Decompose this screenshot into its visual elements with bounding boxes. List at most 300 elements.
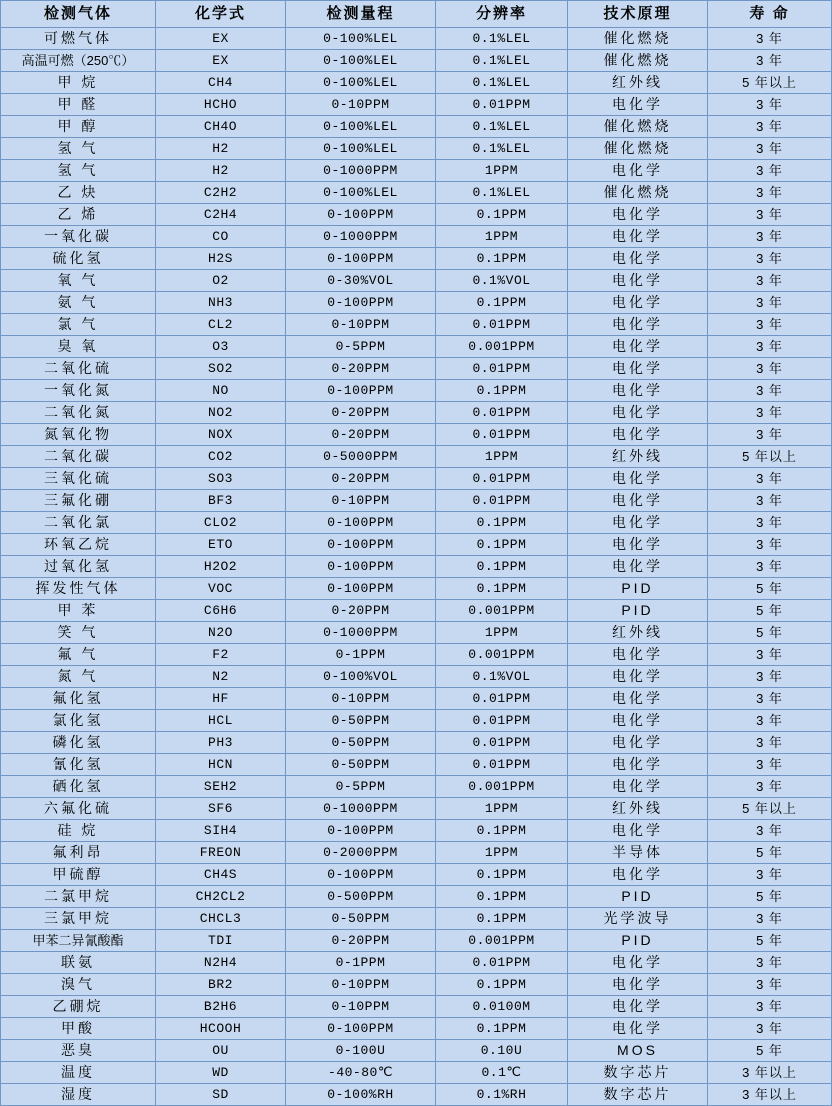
cell-chemical-formula: HCOOH [156, 1018, 286, 1040]
cell-lifetime: 3 年 [708, 160, 832, 182]
cell-lifetime: 3 年 [708, 116, 832, 138]
cell-detection-range: 0-50PPM [286, 710, 436, 732]
cell-detection-range: 0-100%LEL [286, 28, 436, 50]
cell-gas-name: 笑 气 [1, 622, 156, 644]
table-row [1, 1040, 832, 1062]
cell-chemical-formula: H2O2 [156, 556, 286, 578]
cell-technical-principle: 催化燃烧 [568, 182, 708, 204]
cell-technical-principle: 电化学 [568, 292, 708, 314]
cell-resolution: 0.01PPM [436, 468, 568, 490]
cell-lifetime: 5 年 [708, 1040, 832, 1062]
cell-technical-principle: 催化燃烧 [568, 28, 708, 50]
cell-resolution: 0.1PPM [436, 556, 568, 578]
cell-resolution: 0.1%RH [436, 1084, 568, 1106]
cell-lifetime: 3 年 [708, 468, 832, 490]
table-row [1, 776, 832, 798]
cell-lifetime: 3 年 [708, 996, 832, 1018]
cell-lifetime: 3 年 [708, 138, 832, 160]
cell-detection-range: 0-20PPM [286, 930, 436, 952]
cell-chemical-formula: C6H6 [156, 600, 286, 622]
cell-resolution: 0.1PPM [436, 974, 568, 996]
cell-resolution: 0.1PPM [436, 292, 568, 314]
cell-technical-principle: 数字芯片 [568, 1084, 708, 1106]
cell-detection-range: 0-10PPM [286, 996, 436, 1018]
cell-technical-principle: 电化学 [568, 666, 708, 688]
column-header-resolution: 分辨率 [436, 1, 568, 28]
cell-detection-range: 0-100U [286, 1040, 436, 1062]
table-row [1, 732, 832, 754]
cell-resolution: 0.0100M [436, 996, 568, 1018]
cell-resolution: 0.01PPM [436, 754, 568, 776]
table-row [1, 622, 832, 644]
cell-detection-range: 0-1000PPM [286, 226, 436, 248]
cell-lifetime: 3 年 [708, 490, 832, 512]
cell-technical-principle: 数字芯片 [568, 1062, 708, 1084]
cell-gas-name: 硒化氢 [1, 776, 156, 798]
table-row [1, 930, 832, 952]
cell-detection-range: 0-100%LEL [286, 182, 436, 204]
cell-chemical-formula: NO2 [156, 402, 286, 424]
cell-lifetime: 3 年 [708, 556, 832, 578]
cell-gas-name: 氟 气 [1, 644, 156, 666]
cell-gas-name: 磷化氢 [1, 732, 156, 754]
cell-resolution: 0.1PPM [436, 534, 568, 556]
cell-detection-range: 0-10PPM [286, 688, 436, 710]
table-row [1, 1062, 832, 1084]
table-row [1, 688, 832, 710]
cell-technical-principle: 电化学 [568, 204, 708, 226]
cell-resolution: 1PPM [436, 622, 568, 644]
cell-technical-principle: 电化学 [568, 94, 708, 116]
cell-technical-principle: 电化学 [568, 424, 708, 446]
cell-detection-range: 0-5PPM [286, 776, 436, 798]
cell-lifetime: 3 年 [708, 732, 832, 754]
table-row [1, 446, 832, 468]
cell-technical-principle: 电化学 [568, 314, 708, 336]
cell-detection-range: 0-50PPM [286, 754, 436, 776]
cell-technical-principle: 电化学 [568, 754, 708, 776]
cell-gas-name: 氮氧化物 [1, 424, 156, 446]
cell-gas-name: 溴气 [1, 974, 156, 996]
cell-resolution: 0.01PPM [436, 490, 568, 512]
table-header-row [1, 1, 832, 28]
cell-resolution: 0.1PPM [436, 886, 568, 908]
cell-technical-principle: 电化学 [568, 1018, 708, 1040]
table-header [1, 1, 832, 28]
cell-lifetime: 5 年 [708, 578, 832, 600]
cell-gas-name: 甲苯二异氰酸酯 [1, 930, 156, 952]
cell-gas-name: 二氧化氮 [1, 402, 156, 424]
cell-lifetime: 3 年 [708, 534, 832, 556]
cell-lifetime: 5 年 [708, 886, 832, 908]
cell-detection-range: 0-10PPM [286, 490, 436, 512]
cell-detection-range: 0-1000PPM [286, 622, 436, 644]
column-header-principle: 技术原理 [568, 1, 708, 28]
cell-resolution: 0.01PPM [436, 710, 568, 732]
cell-technical-principle: 电化学 [568, 732, 708, 754]
cell-gas-name: 三氧化硫 [1, 468, 156, 490]
cell-technical-principle: 催化燃烧 [568, 116, 708, 138]
cell-resolution: 0.1%VOL [436, 270, 568, 292]
table-row [1, 182, 832, 204]
cell-chemical-formula: CHCL3 [156, 908, 286, 930]
cell-resolution: 0.01PPM [436, 732, 568, 754]
table-row [1, 314, 832, 336]
table-row [1, 116, 832, 138]
cell-resolution: 0.01PPM [436, 402, 568, 424]
cell-gas-name: 乙 烯 [1, 204, 156, 226]
cell-technical-principle: 电化学 [568, 336, 708, 358]
cell-lifetime: 3 年 [708, 644, 832, 666]
table-row [1, 380, 832, 402]
cell-detection-range: 0-50PPM [286, 732, 436, 754]
cell-detection-range: 0-1PPM [286, 952, 436, 974]
table-row [1, 578, 832, 600]
cell-gas-name: 二氧化碳 [1, 446, 156, 468]
cell-gas-name: 二氯甲烷 [1, 886, 156, 908]
cell-technical-principle: 电化学 [568, 402, 708, 424]
table-row [1, 72, 832, 94]
cell-lifetime: 3 年 [708, 336, 832, 358]
table-row [1, 644, 832, 666]
cell-chemical-formula: F2 [156, 644, 286, 666]
cell-gas-name: 恶臭 [1, 1040, 156, 1062]
cell-technical-principle: 红外线 [568, 72, 708, 94]
cell-gas-name: 三氯甲烷 [1, 908, 156, 930]
cell-detection-range: 0-20PPM [286, 358, 436, 380]
cell-technical-principle: 电化学 [568, 996, 708, 1018]
cell-gas-name: 臭 氧 [1, 336, 156, 358]
cell-chemical-formula: H2 [156, 160, 286, 182]
cell-detection-range: 0-5PPM [286, 336, 436, 358]
cell-detection-range: 0-500PPM [286, 886, 436, 908]
table-body [1, 28, 832, 1106]
cell-resolution: 0.1PPM [436, 512, 568, 534]
cell-gas-name: 挥发性气体 [1, 578, 156, 600]
cell-resolution: 0.1%LEL [436, 50, 568, 72]
cell-lifetime: 3 年 [708, 710, 832, 732]
cell-technical-principle: 电化学 [568, 776, 708, 798]
cell-chemical-formula: CLO2 [156, 512, 286, 534]
cell-detection-range: 0-100PPM [286, 534, 436, 556]
cell-chemical-formula: CO2 [156, 446, 286, 468]
cell-chemical-formula: CH4O [156, 116, 286, 138]
cell-chemical-formula: H2 [156, 138, 286, 160]
cell-technical-principle: 电化学 [568, 974, 708, 996]
column-header-formula: 化学式 [156, 1, 286, 28]
cell-chemical-formula: TDI [156, 930, 286, 952]
table-row [1, 710, 832, 732]
cell-gas-name: 乙硼烷 [1, 996, 156, 1018]
cell-lifetime: 5 年 [708, 842, 832, 864]
cell-technical-principle: PID [568, 930, 708, 952]
cell-chemical-formula: H2S [156, 248, 286, 270]
cell-gas-name: 二氧化氯 [1, 512, 156, 534]
cell-chemical-formula: HCHO [156, 94, 286, 116]
cell-gas-name: 一氧化氮 [1, 380, 156, 402]
cell-gas-name: 氢 气 [1, 160, 156, 182]
cell-technical-principle: 催化燃烧 [568, 138, 708, 160]
table-row [1, 336, 832, 358]
table-row [1, 468, 832, 490]
cell-gas-name: 甲酸 [1, 1018, 156, 1040]
cell-resolution: 0.01PPM [436, 314, 568, 336]
cell-technical-principle: 电化学 [568, 534, 708, 556]
cell-resolution: 0.1%LEL [436, 116, 568, 138]
cell-technical-principle: 电化学 [568, 248, 708, 270]
cell-technical-principle: 电化学 [568, 270, 708, 292]
cell-resolution: 0.1℃ [436, 1062, 568, 1084]
cell-resolution: 0.1PPM [436, 248, 568, 270]
table-row [1, 358, 832, 380]
cell-lifetime: 3 年 [708, 688, 832, 710]
cell-resolution: 0.1PPM [436, 908, 568, 930]
cell-technical-principle: 电化学 [568, 710, 708, 732]
cell-gas-name: 三氟化硼 [1, 490, 156, 512]
cell-chemical-formula: SEH2 [156, 776, 286, 798]
cell-resolution: 0.1PPM [436, 204, 568, 226]
cell-detection-range: 0-100PPM [286, 204, 436, 226]
cell-lifetime: 3 年 [708, 226, 832, 248]
table-row [1, 292, 832, 314]
cell-detection-range: 0-50PPM [286, 908, 436, 930]
cell-gas-name: 氯 气 [1, 314, 156, 336]
cell-technical-principle: 电化学 [568, 864, 708, 886]
cell-lifetime: 3 年以上 [708, 1084, 832, 1106]
table-row [1, 534, 832, 556]
cell-resolution: 0.1PPM [436, 1018, 568, 1040]
table-row [1, 1084, 832, 1106]
cell-gas-name: 氟化氢 [1, 688, 156, 710]
cell-lifetime: 3 年 [708, 94, 832, 116]
cell-lifetime: 3 年 [708, 270, 832, 292]
cell-detection-range: 0-100PPM [286, 578, 436, 600]
cell-lifetime: 5 年 [708, 600, 832, 622]
cell-gas-name: 六氟化硫 [1, 798, 156, 820]
cell-lifetime: 3 年 [708, 314, 832, 336]
cell-chemical-formula: CH4 [156, 72, 286, 94]
cell-chemical-formula: VOC [156, 578, 286, 600]
cell-technical-principle: 电化学 [568, 380, 708, 402]
column-header-gas: 检测气体 [1, 1, 156, 28]
cell-gas-name: 湿度 [1, 1084, 156, 1106]
cell-resolution: 0.01PPM [436, 94, 568, 116]
cell-chemical-formula: SF6 [156, 798, 286, 820]
table-row [1, 424, 832, 446]
cell-chemical-formula: NOX [156, 424, 286, 446]
cell-chemical-formula: BF3 [156, 490, 286, 512]
cell-detection-range: -40-80℃ [286, 1062, 436, 1084]
cell-gas-name: 氯化氢 [1, 710, 156, 732]
cell-resolution: 0.001PPM [436, 644, 568, 666]
cell-chemical-formula: HCL [156, 710, 286, 732]
cell-chemical-formula: CL2 [156, 314, 286, 336]
cell-gas-name: 环氧乙烷 [1, 534, 156, 556]
cell-gas-name: 一氧化碳 [1, 226, 156, 248]
cell-chemical-formula: C2H4 [156, 204, 286, 226]
cell-detection-range: 0-100PPM [286, 512, 436, 534]
cell-technical-principle: 催化燃烧 [568, 50, 708, 72]
cell-gas-name: 甲 苯 [1, 600, 156, 622]
cell-resolution: 0.1%VOL [436, 666, 568, 688]
cell-gas-name: 甲 烷 [1, 72, 156, 94]
cell-detection-range: 0-100%LEL [286, 116, 436, 138]
cell-chemical-formula: NH3 [156, 292, 286, 314]
cell-chemical-formula: HCN [156, 754, 286, 776]
cell-technical-principle: PID [568, 886, 708, 908]
cell-chemical-formula: CO [156, 226, 286, 248]
cell-technical-principle: PID [568, 578, 708, 600]
cell-technical-principle: 电化学 [568, 468, 708, 490]
table-row [1, 226, 832, 248]
cell-resolution: 0.01PPM [436, 358, 568, 380]
cell-lifetime: 3 年 [708, 776, 832, 798]
cell-chemical-formula: ETO [156, 534, 286, 556]
cell-technical-principle: 电化学 [568, 820, 708, 842]
cell-resolution: 0.1PPM [436, 380, 568, 402]
cell-resolution: 1PPM [436, 160, 568, 182]
table-row [1, 864, 832, 886]
cell-gas-name: 二氧化硫 [1, 358, 156, 380]
cell-lifetime: 5 年以上 [708, 446, 832, 468]
cell-resolution: 0.10U [436, 1040, 568, 1062]
cell-lifetime: 3 年 [708, 512, 832, 534]
cell-gas-name: 联氨 [1, 952, 156, 974]
cell-chemical-formula: NO [156, 380, 286, 402]
cell-detection-range: 0-5000PPM [286, 446, 436, 468]
cell-detection-range: 0-2000PPM [286, 842, 436, 864]
table-row [1, 28, 832, 50]
cell-detection-range: 0-100PPM [286, 292, 436, 314]
cell-detection-range: 0-100PPM [286, 248, 436, 270]
cell-gas-name: 氮 气 [1, 666, 156, 688]
cell-lifetime: 3 年 [708, 204, 832, 226]
cell-resolution: 0.001PPM [436, 336, 568, 358]
cell-gas-name: 甲 醇 [1, 116, 156, 138]
cell-chemical-formula: B2H6 [156, 996, 286, 1018]
cell-technical-principle: 电化学 [568, 512, 708, 534]
table-row [1, 1018, 832, 1040]
cell-lifetime: 3 年 [708, 974, 832, 996]
cell-lifetime: 3 年 [708, 820, 832, 842]
cell-lifetime: 3 年 [708, 952, 832, 974]
cell-lifetime: 5 年 [708, 622, 832, 644]
cell-resolution: 0.1%LEL [436, 138, 568, 160]
table-row [1, 974, 832, 996]
cell-detection-range: 0-100PPM [286, 556, 436, 578]
cell-gas-name: 甲硫醇 [1, 864, 156, 886]
cell-detection-range: 0-20PPM [286, 402, 436, 424]
table-row [1, 402, 832, 424]
cell-chemical-formula: O3 [156, 336, 286, 358]
cell-gas-name: 乙 炔 [1, 182, 156, 204]
table-row [1, 820, 832, 842]
cell-detection-range: 0-100%LEL [286, 138, 436, 160]
table-row [1, 160, 832, 182]
cell-detection-range: 0-100%RH [286, 1084, 436, 1106]
cell-chemical-formula: N2 [156, 666, 286, 688]
cell-detection-range: 0-30%VOL [286, 270, 436, 292]
cell-detection-range: 0-1000PPM [286, 160, 436, 182]
cell-resolution: 0.001PPM [436, 930, 568, 952]
cell-gas-name: 可燃气体 [1, 28, 156, 50]
cell-resolution: 1PPM [436, 842, 568, 864]
table-row [1, 952, 832, 974]
table-row [1, 600, 832, 622]
cell-detection-range: 0-100PPM [286, 380, 436, 402]
cell-technical-principle: 红外线 [568, 446, 708, 468]
cell-resolution: 1PPM [436, 446, 568, 468]
cell-gas-name: 氧 气 [1, 270, 156, 292]
table-row [1, 270, 832, 292]
cell-lifetime: 5 年 [708, 930, 832, 952]
table-row [1, 50, 832, 72]
cell-technical-principle: 电化学 [568, 952, 708, 974]
cell-gas-name: 温度 [1, 1062, 156, 1084]
table-row [1, 996, 832, 1018]
cell-resolution: 0.001PPM [436, 776, 568, 798]
cell-lifetime: 3 年 [708, 402, 832, 424]
table-row [1, 490, 832, 512]
cell-detection-range: 0-1000PPM [286, 798, 436, 820]
cell-resolution: 0.1%LEL [436, 28, 568, 50]
cell-lifetime: 3 年 [708, 358, 832, 380]
cell-technical-principle: MOS [568, 1040, 708, 1062]
cell-lifetime: 3 年以上 [708, 1062, 832, 1084]
cell-gas-name: 氟利昂 [1, 842, 156, 864]
table-row [1, 94, 832, 116]
column-header-range: 检测量程 [286, 1, 436, 28]
cell-gas-name: 高温可燃（250℃） [1, 50, 156, 72]
cell-technical-principle: 电化学 [568, 688, 708, 710]
cell-technical-principle: 电化学 [568, 226, 708, 248]
table-row [1, 248, 832, 270]
cell-detection-range: 0-100PPM [286, 1018, 436, 1040]
table-row [1, 886, 832, 908]
cell-resolution: 0.1PPM [436, 864, 568, 886]
table-row [1, 138, 832, 160]
cell-lifetime: 5 年以上 [708, 798, 832, 820]
cell-chemical-formula: FREON [156, 842, 286, 864]
cell-detection-range: 0-20PPM [286, 468, 436, 490]
cell-technical-principle: 红外线 [568, 622, 708, 644]
cell-lifetime: 5 年以上 [708, 72, 832, 94]
cell-chemical-formula: PH3 [156, 732, 286, 754]
cell-chemical-formula: O2 [156, 270, 286, 292]
cell-chemical-formula: C2H2 [156, 182, 286, 204]
cell-lifetime: 3 年 [708, 28, 832, 50]
table-row [1, 512, 832, 534]
table-row [1, 556, 832, 578]
cell-chemical-formula: CH4S [156, 864, 286, 886]
cell-resolution: 0.01PPM [436, 424, 568, 446]
cell-gas-name: 氰化氢 [1, 754, 156, 776]
cell-chemical-formula: OU [156, 1040, 286, 1062]
cell-detection-range: 0-10PPM [286, 94, 436, 116]
cell-lifetime: 3 年 [708, 666, 832, 688]
cell-lifetime: 3 年 [708, 248, 832, 270]
cell-lifetime: 3 年 [708, 754, 832, 776]
cell-chemical-formula: SIH4 [156, 820, 286, 842]
cell-resolution: 0.01PPM [436, 952, 568, 974]
cell-detection-range: 0-100PPM [286, 820, 436, 842]
cell-gas-name: 氢 气 [1, 138, 156, 160]
cell-resolution: 1PPM [436, 226, 568, 248]
cell-resolution: 1PPM [436, 798, 568, 820]
cell-chemical-formula: EX [156, 28, 286, 50]
cell-lifetime: 3 年 [708, 424, 832, 446]
cell-detection-range: 0-10PPM [286, 314, 436, 336]
